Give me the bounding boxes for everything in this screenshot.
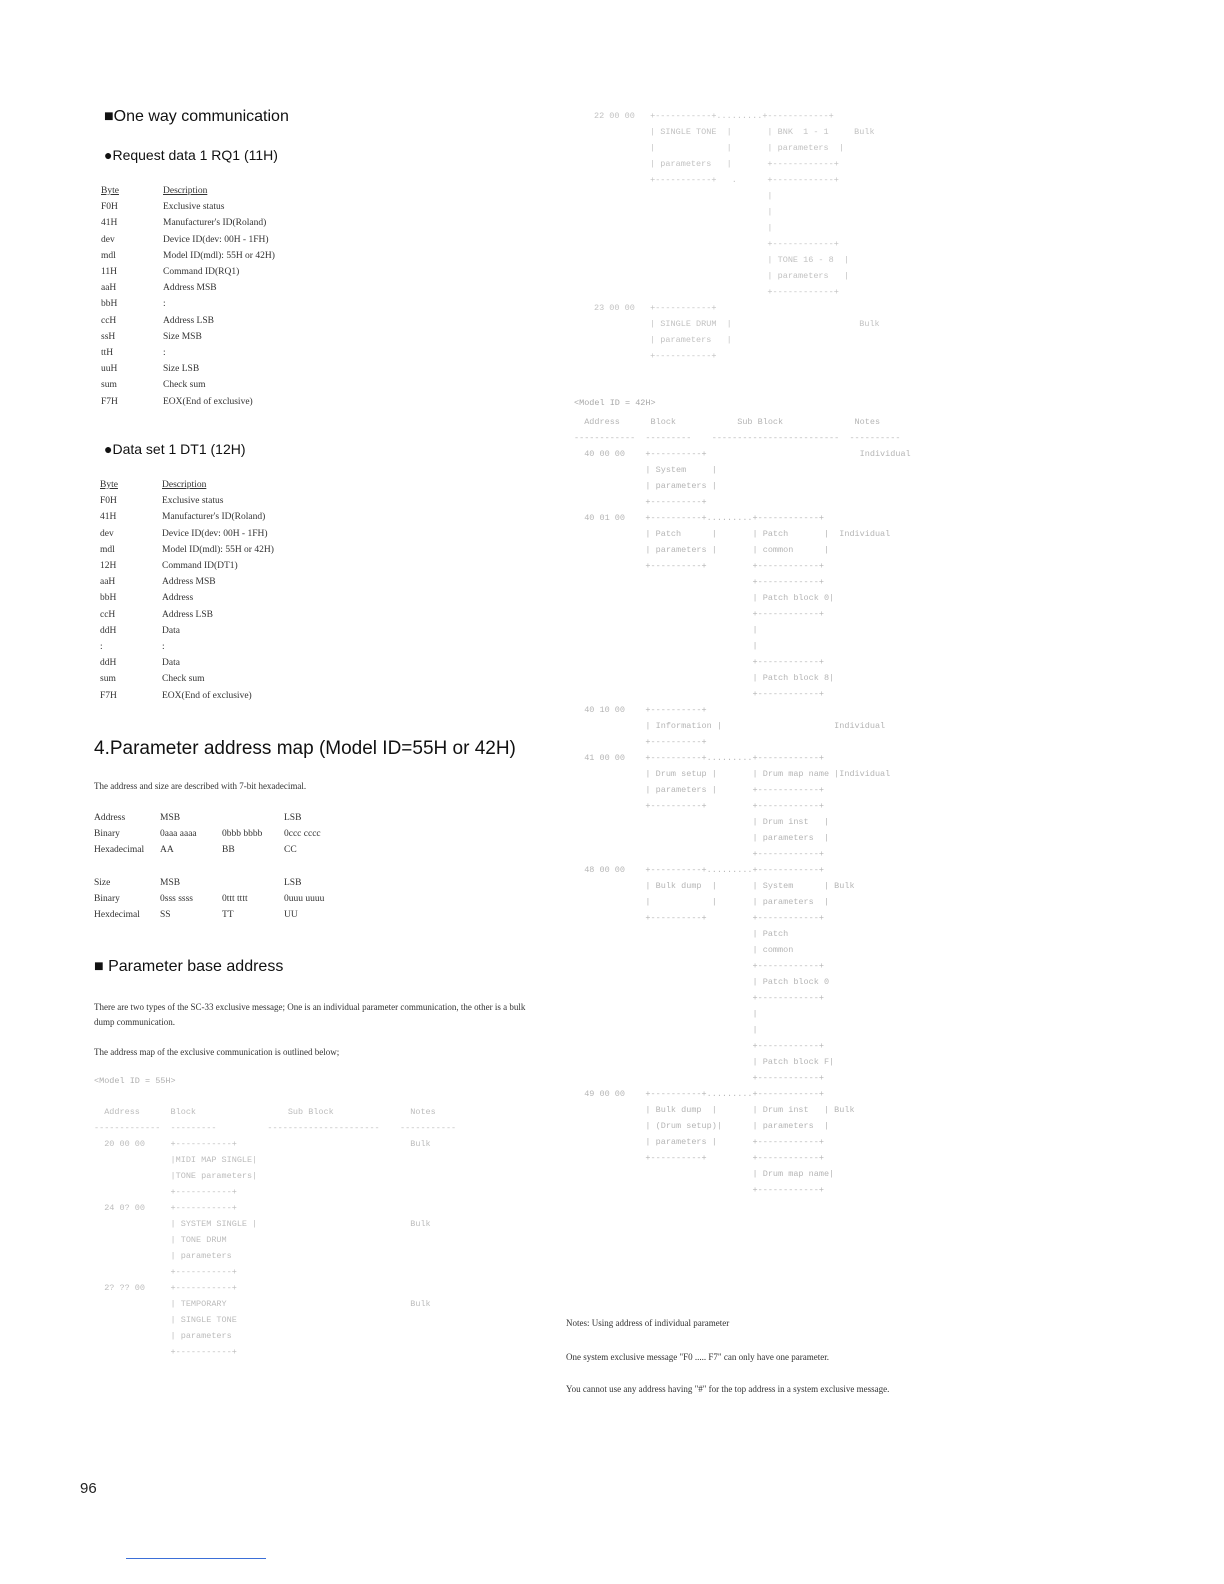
rq1-table-cell: Manufacturer's ID(Roland) bbox=[163, 218, 267, 229]
address-table-cell: 0aaa aaaa bbox=[160, 829, 197, 840]
size-table-cell: 0uuu uuuu bbox=[284, 894, 325, 905]
dt1-table-cell: Address bbox=[162, 593, 194, 604]
dt1-table-row bbox=[100, 526, 430, 542]
dt1-table-cell: : bbox=[100, 642, 103, 653]
map-42-diagram: Address Block Sub Block Notes ------------ --------- ------------------------- ---------- 40 00 00 +----------+ Individual | System | | parameters | +----------+ 40 01 00 +----------+.........+------------+ | Patch | | Patch | Individual | parameters | | common | +----------+ +------------+ +------------+ | Patch block 0| +------------+ | | +------------+ | Patch block 8| +------------+ 40 10 00 +----------+ | Information | Individual +----------+ 41 00 00 +----------+.........+------------+ | Drum setup | | Drum map name |Individual | parameters | +------------+ +----------+ +------------+ | Drum inst | | parameters | +------------+ 48 00 00 +----------+.........+------------+ | Bulk dump | | System | Bulk | | | parameters | +----------+ +------------+ | Patch | common +------------+ | Patch block 0 +------------+ | | +------------+ | Patch block F| +------------+ 49 00 00 +----------+.........+------------+ | Bulk dump | | Drum inst | Bulk | (Drum setup)| | parameters | | parameters | +------------+ +----------+ +------------+ | Drum map name| +------------+ bbox=[574, 417, 911, 1195]
map-55-diagram: Address Block Sub Block Notes ------------- --------- ---------------------- ----------- 20 00 00 +-----------+ Bulk |MIDI MAP SINGLE| |TONE parameters| +-----------+ 24 0? 00 +-----------+ | SYSTEM SINGLE | Bulk | TONE DRUM | parameters +-----------+ 2? ?? 00 +-----------+ | TEMPORARY Bulk | SINGLE TONE | parameters +-----------+ bbox=[94, 1107, 457, 1357]
size-table-cell: Hexdecimal bbox=[94, 910, 140, 921]
rq1-table bbox=[101, 183, 431, 410]
dt1-table-cell: bbH bbox=[100, 593, 117, 604]
dt1-table bbox=[100, 477, 430, 704]
address-table-cell bbox=[222, 810, 284, 826]
rq1-table-cell: 11H bbox=[101, 267, 118, 278]
rq1-header-row bbox=[101, 183, 431, 199]
dt1-table-cell: Check sum bbox=[162, 674, 205, 685]
dt1-table-cell: Exclusive status bbox=[162, 496, 224, 507]
rq1-table-cell: Address MSB bbox=[163, 283, 217, 294]
dt1-table-row bbox=[100, 688, 430, 704]
size-table-cell: MSB bbox=[160, 878, 181, 888]
dt1-table-row bbox=[100, 542, 430, 558]
rq1-table-cell: dev bbox=[101, 234, 115, 245]
dt1-table-cell: Manufacturer's ID(Roland) bbox=[162, 512, 266, 523]
rq1-heading: ●Request data 1 RQ1 (11H) bbox=[104, 147, 278, 163]
rq1-table-cell: ttH bbox=[101, 348, 114, 359]
dt1-table-cell: mdl bbox=[100, 544, 115, 555]
address-table-row bbox=[94, 826, 394, 842]
top-map-diagram: 22 00 00 +-----------+.........+------------+ | SINGLE TONE | | BNK 1 - 1 Bulk | | | parameters | | parameters | +------------+ +-----------+ . +------------+ | | | +------------+ | TONE 16 - 8 | | parameters | +------------+ 23 00 00 +-----------+ | SINGLE DRUM | Bulk | parameters | +-----------+ bbox=[594, 111, 880, 361]
rq1-table-row bbox=[101, 232, 431, 248]
rq1-table-cell: Address LSB bbox=[163, 315, 214, 326]
size-table-cell: 0sss ssss bbox=[160, 894, 194, 905]
rq1-table-cell: EOX(End of exclusive) bbox=[163, 396, 253, 407]
size-table-cell: UU bbox=[284, 910, 298, 921]
rq1-table-row bbox=[101, 296, 431, 312]
dt1-table-row bbox=[100, 574, 430, 590]
dt1-header-cell: Byte bbox=[100, 480, 118, 490]
one-way-heading: ■One way communication bbox=[104, 108, 289, 125]
rq1-table-cell: : bbox=[163, 348, 166, 359]
dt1-table-cell: Address MSB bbox=[162, 577, 216, 588]
size-table-row bbox=[94, 907, 394, 923]
address-table-row bbox=[94, 810, 394, 826]
rq1-table-cell: ssH bbox=[101, 331, 116, 342]
size-table-row bbox=[94, 875, 394, 891]
dt1-table-cell: F7H bbox=[100, 690, 117, 701]
rq1-table-cell: Command ID(RQ1) bbox=[163, 267, 240, 278]
notes-title: Notes: Using address of individual parameter bbox=[566, 1318, 730, 1328]
model-42-label: <Model ID = 42H> bbox=[574, 398, 656, 408]
dt1-table-row bbox=[100, 509, 430, 525]
dt1-table-cell: Command ID(DT1) bbox=[162, 561, 238, 572]
size-table-cell: LSB bbox=[284, 878, 302, 888]
base-paragraph-2: The address map of the exclusive communication is outlined below; bbox=[94, 1047, 340, 1057]
dt1-table-row bbox=[100, 590, 430, 606]
dt1-heading: ●Data set 1 DT1 (12H) bbox=[104, 441, 246, 457]
address-table-cell: MSB bbox=[160, 813, 181, 823]
dt1-header-cell: Description bbox=[162, 480, 207, 490]
address-table-cell: Address bbox=[94, 813, 126, 823]
rq1-table-row bbox=[101, 313, 431, 329]
dt1-table-cell: Model ID(mdl): 55H or 42H) bbox=[162, 544, 274, 555]
address-table-cell: BB bbox=[222, 845, 235, 856]
rq1-table-cell: 41H bbox=[101, 218, 118, 229]
dt1-table-cell: Data bbox=[162, 658, 180, 669]
dt1-table-cell: Data bbox=[162, 625, 180, 636]
note-2: You cannot use any address having "#" for the top address in a system exclusive message. bbox=[566, 1384, 890, 1394]
rq1-table-cell: mdl bbox=[101, 250, 116, 261]
dt1-table-cell: aaH bbox=[100, 577, 116, 588]
dt1-table-row bbox=[100, 639, 430, 655]
rq1-table-cell: Check sum bbox=[163, 380, 206, 391]
rq1-table-cell: uuH bbox=[101, 364, 118, 375]
rq1-header-cell: Byte bbox=[101, 186, 119, 196]
address-table-cell: Binary bbox=[94, 829, 120, 840]
rq1-table-cell: : bbox=[163, 299, 166, 310]
size-table-cell: Size bbox=[94, 878, 111, 888]
size-table-cell: SS bbox=[160, 910, 171, 921]
dt1-table-cell: 12H bbox=[100, 561, 117, 572]
size-table-cell: Binary bbox=[94, 894, 120, 905]
dt1-table-cell: 41H bbox=[100, 512, 117, 523]
rq1-table-row bbox=[101, 215, 431, 231]
dt1-table-cell: EOX(End of exclusive) bbox=[162, 690, 252, 701]
address-table-cell: CC bbox=[284, 845, 297, 856]
dt1-table-cell: dev bbox=[100, 528, 114, 539]
rq1-table-cell: Exclusive status bbox=[163, 202, 225, 213]
base-paragraph-1: There are two types of the SC-33 exclusive message; One is an individual parameter communication, the other is a bulk dump communication. bbox=[94, 1002, 526, 1027]
dt1-table-row bbox=[100, 623, 430, 639]
rq1-table-cell: Model ID(mdl): 55H or 42H) bbox=[163, 250, 275, 261]
dt1-table-row bbox=[100, 607, 430, 623]
address-table-cell: LSB bbox=[284, 813, 302, 823]
dt1-table-row bbox=[100, 493, 430, 509]
rq1-table-row bbox=[101, 280, 431, 296]
map-intro: The address and size are described with 7-bit hexadecimal. bbox=[94, 781, 307, 791]
link-underline[interactable] bbox=[126, 1558, 266, 1559]
rq1-table-cell: sum bbox=[101, 380, 117, 391]
rq1-table-cell: F0H bbox=[101, 202, 118, 213]
dt1-table-cell: Device ID(dev: 00H - 1FH) bbox=[162, 528, 268, 539]
rq1-table-row bbox=[101, 329, 431, 345]
rq1-table-row bbox=[101, 361, 431, 377]
rq1-table-row bbox=[101, 345, 431, 361]
note-1: One system exclusive message "F0 ..... F7" can only have one parameter. bbox=[566, 1352, 830, 1362]
dt1-table-cell: Address LSB bbox=[162, 609, 213, 620]
dt1-table-cell: F0H bbox=[100, 496, 117, 507]
rq1-table-cell: Device ID(dev: 00H - 1FH) bbox=[163, 234, 269, 245]
address-table-cell: AA bbox=[160, 845, 174, 856]
size-table-cell: TT bbox=[222, 910, 234, 921]
dt1-table-cell: sum bbox=[100, 674, 116, 685]
base-heading: ■ Parameter base address bbox=[94, 958, 284, 975]
address-table-cell: 0ccc cccc bbox=[284, 829, 321, 840]
size-table-cell bbox=[222, 875, 284, 891]
rq1-table-row bbox=[101, 377, 431, 393]
address-table-cell: Hexadecimal bbox=[94, 845, 145, 856]
rq1-table-cell: aaH bbox=[101, 283, 117, 294]
rq1-table-row bbox=[101, 248, 431, 264]
address-table-row bbox=[94, 842, 394, 858]
size-table-row bbox=[94, 891, 394, 907]
rq1-table-cell: F7H bbox=[101, 396, 118, 407]
dt1-header-row bbox=[100, 477, 430, 493]
rq1-table-row bbox=[101, 199, 431, 215]
rq1-header-cell: Description bbox=[163, 186, 208, 196]
dt1-table-cell: ddH bbox=[100, 625, 117, 636]
dt1-table-row bbox=[100, 671, 430, 687]
map-heading: 4.Parameter address map (Model ID=55H or 42H) bbox=[94, 738, 516, 759]
rq1-table-row bbox=[101, 394, 431, 410]
rq1-table-cell: Size MSB bbox=[163, 331, 202, 342]
model-55-label: <Model ID = 55H> bbox=[94, 1076, 176, 1086]
rq1-table-cell: bbH bbox=[101, 299, 118, 310]
page-number: 96 bbox=[80, 1480, 97, 1497]
dt1-table-cell: ddH bbox=[100, 658, 117, 669]
dt1-table-cell: ccH bbox=[100, 609, 116, 620]
dt1-table-row bbox=[100, 655, 430, 671]
address-table bbox=[94, 810, 394, 859]
dt1-table-row bbox=[100, 558, 430, 574]
address-table-cell: 0bbb bbbb bbox=[222, 829, 263, 840]
rq1-table-cell: ccH bbox=[101, 315, 117, 326]
dt1-table-cell: : bbox=[162, 642, 165, 653]
rq1-table-cell: Size LSB bbox=[163, 364, 200, 375]
rq1-table-row bbox=[101, 264, 431, 280]
size-table bbox=[94, 875, 394, 924]
size-table-cell: 0ttt tttt bbox=[222, 894, 248, 905]
